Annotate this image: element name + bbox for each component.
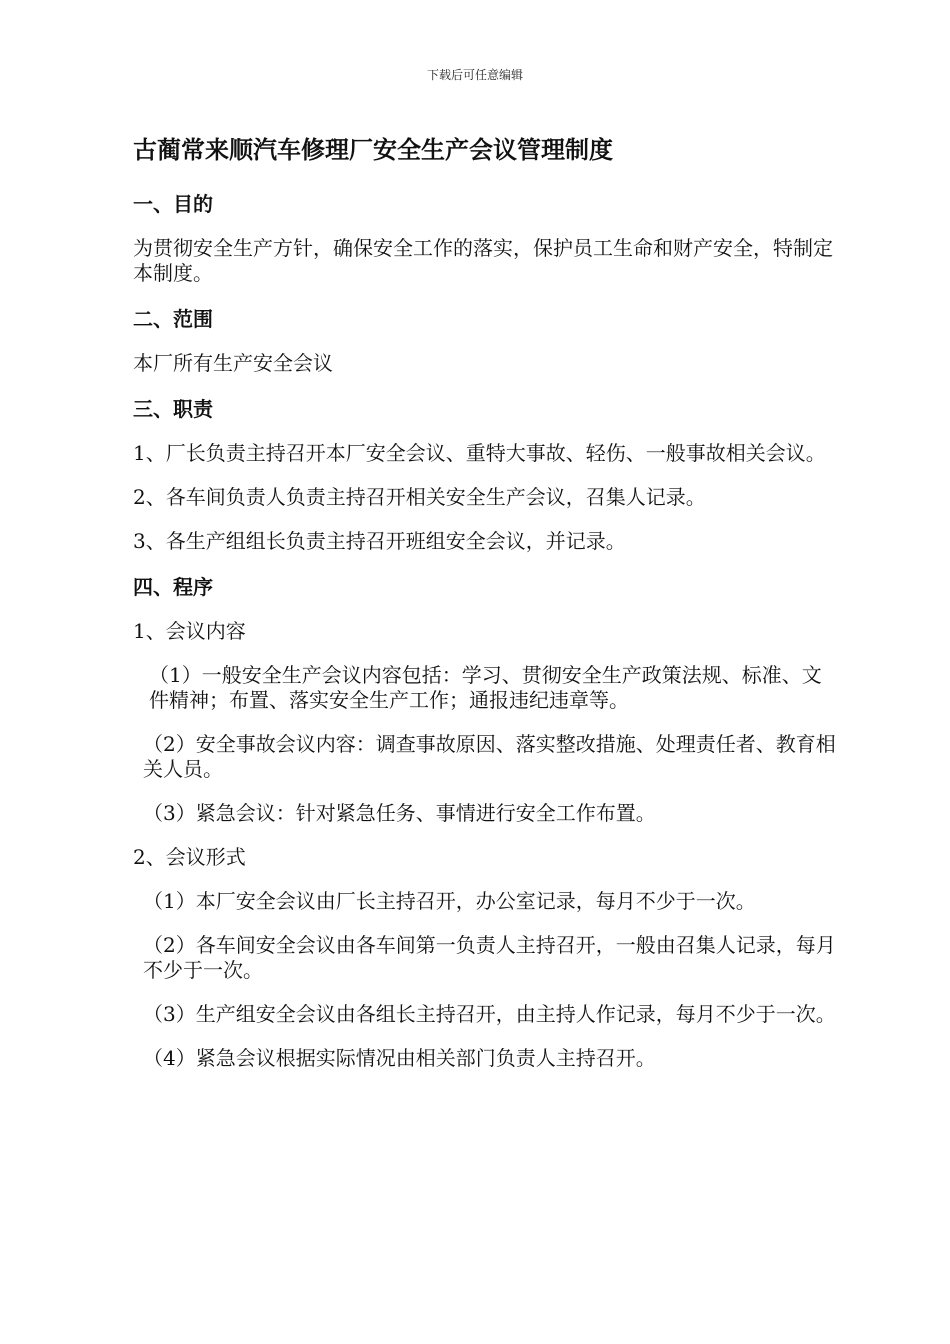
paragraph: 1、会议内容 [133, 619, 246, 643]
paragraph: （1）本厂安全会议由厂长主持召开，办公室记录，每月不少于一次。 [143, 889, 756, 913]
section-heading-procedure: 四、程序 [133, 575, 213, 599]
paragraph: （3）生产组安全会议由各组长主持召开，由主持人作记录，每月不少于一次。 [143, 1002, 836, 1026]
section-heading-scope: 二、范围 [133, 307, 213, 331]
paragraph: 2、各车间负责人负责主持召开相关安全生产会议，召集人记录。 [133, 485, 706, 509]
paragraph: （3）紧急会议：针对紧急任务、事情进行安全工作布置。 [143, 801, 656, 825]
paragraph: 2、会议形式 [133, 845, 246, 869]
paragraph: （2）安全事故会议内容：调查事故原因、落实整改措施、处理责任者、教育相关人员。 [143, 732, 836, 781]
document-body [133, 132, 838, 1090]
paragraph: 为贯彻安全生产方针，确保安全工作的落实，保护员工生命和财产安全，特制定本制度。 [133, 236, 833, 285]
section-heading-duties: 三、职责 [133, 397, 213, 421]
paragraph: 1、厂长负责主持召开本厂安全会议、重特大事故、轻伤、一般事故相关会议。 [133, 441, 826, 465]
paragraph: 本厂所有生产安全会议 [133, 351, 333, 375]
paragraph: （4）紧急会议根据实际情况由相关部门负责人主持召开。 [143, 1046, 656, 1070]
document-title: 古蔺常来顺汽车修理厂安全生产会议管理制度 [133, 135, 613, 164]
paragraph: （1）一般安全生产会议内容包括：学习、贯彻安全生产政策法规、标准、文件精神；布置、落实安全生产工作；通报违纪违章等。 [149, 663, 822, 712]
paragraph: 3、各生产组组长负责主持召开班组安全会议，并记录。 [133, 529, 626, 553]
paragraph: （2）各车间安全会议由各车间第一负责人主持召开，一般由召集人记录，每月不少于一次。 [143, 933, 836, 982]
section-heading-purpose: 一、目的 [133, 192, 213, 216]
header-note: 下载后可任意编辑 [426, 68, 523, 82]
